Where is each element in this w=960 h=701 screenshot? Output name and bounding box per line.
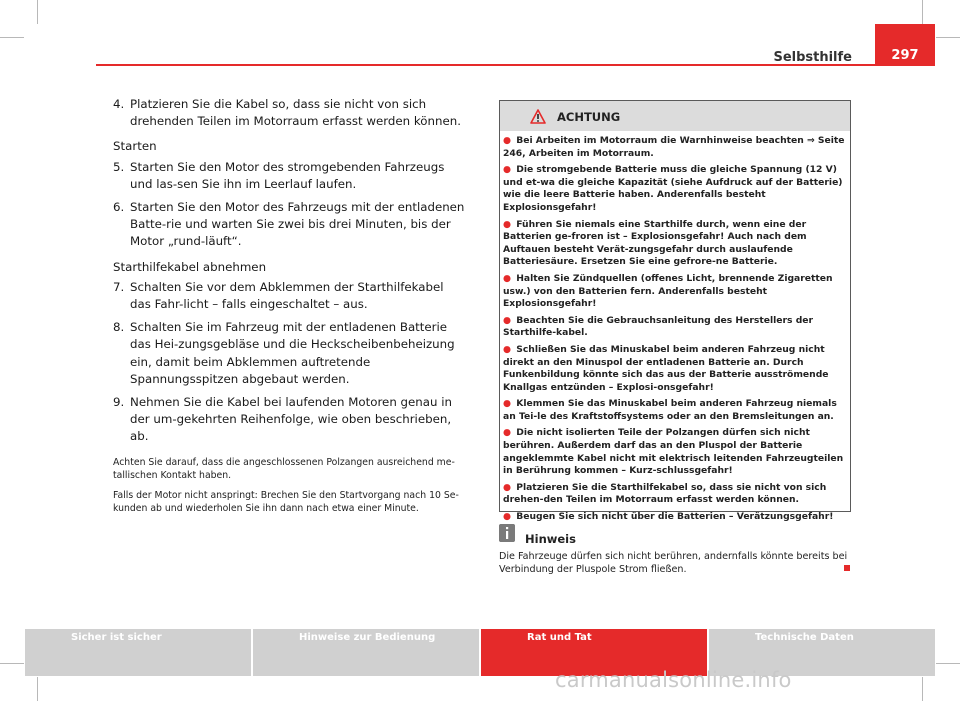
step-item [113,319,465,388]
note-restart: Falls der Motor nicht anspringt: Brechen Sie den Startvorgang nach 10 Se-kunden ab und wiederholen Sie ihn dann nach etwa einer Minute. [113,489,459,514]
warning-list [500,131,850,524]
step-text: Nehmen Sie die Kabel bei laufenden Motoren genau in der um-gekehrten Reihenfolge, wie oben beschrieben, ab. [130,395,452,444]
hint-title: Hinweis [525,532,576,546]
warning-item [503,135,846,160]
warning-title: ACHTUNG [557,110,621,124]
warning-item-text: Beachten Sie die Gebrauchsanleitung des Herstellers der Starthilfe-kabel. [503,314,814,339]
bullet-icon: ● [503,427,512,439]
step-number: 7. [113,279,125,294]
warning-item [503,273,846,311]
warning-item-text: Platzieren Sie die Starthilfekabel so, dass sie nicht von sich drehen-den Teilen im Motorraum erfasst werden können. [503,481,827,506]
step-number: 9. [113,395,125,410]
step-item [113,96,465,130]
warning-item-text: Bei Arbeiten im Motorraum die Warnhinweise beachten ⇒ Seite 246, Arbeiten im Motorraum. [503,135,845,159]
step-item [113,199,465,251]
bullet-icon: ● [503,272,512,284]
subheading-kabel-abnehmen: Starthilfekabel abnehmen [113,259,267,274]
end-marker [844,565,850,571]
warning-box [499,100,851,523]
note-contact: Achten Sie darauf, dass die angeschlossenen Polzangen ausreichend me-tallischen Kontakt haben. [113,456,455,481]
step-number: 8. [113,320,125,335]
crop-mark [922,677,923,701]
step-text: Starten Sie den Motor des stromgebenden Fahrzeugs und las-sen Sie ihn im Leerlauf laufen. [130,159,445,191]
watermark: carmanualsonline.info [555,668,792,692]
warning-item [503,164,846,214]
warning-item [503,511,846,524]
step-text: Schalten Sie vor dem Abklemmen der Starthilfekabel das Fahr-licht – falls eingeschaltet – aus. [130,279,444,312]
step-text: Platzieren Sie die Kabel so, dass sie nicht von sich drehenden Teilen im Motorraum erfasst werden können. [130,97,461,129]
chapter-tab[interactable]: Rat und Tat [481,629,707,676]
bullet-icon: ● [503,398,512,410]
subheading-starten: Starten [113,139,157,154]
chapter-nav [25,629,935,676]
bullet-icon: ● [503,343,512,355]
warning-item-text: Beugen Sie sich nicht über die Batterien – Verätzungsgefahr! [513,511,834,523]
warning-item [503,315,846,340]
chapter-tab[interactable]: Technische Daten [709,629,935,676]
step-list [113,159,465,251]
crop-mark [0,663,24,664]
step-item [113,159,465,193]
step-number: 6. [113,200,125,215]
warning-item [503,219,846,269]
step-text: Schalten Sie im Fahrzeug mit der entladenen Batterie das Hei-zungsgebläse und die Heckscheibenbeheizung ein, damit beim Abklemmen auftretende Spannungsspitzen abgebaut werden. [130,320,455,386]
crop-mark [37,677,38,701]
step-list [113,279,465,446]
step-item [113,279,465,313]
warning-item-text: Die nicht isolierten Teile der Polzangen dürfen sich nicht berühren. Außerdem darf das an den Pluspol der Batterie angeklemmte Kabel nicht mit elektrisch leitenden Fahrzeugteilen in Berührung kommen – Kurz-schlussgefahr! [503,427,844,477]
info-icon [499,524,515,542]
crop-mark [37,0,38,24]
step-text: Starten Sie den Motor des Fahrzeugs mit der entladenen Batte-rie und warten Sie zwei bis drei Minuten, bis der Motor „rund-läuft“. [130,200,465,249]
step-number: 4. [113,97,125,111]
warning-item-text: Klemmen Sie das Minuskabel beim anderen Fahrzeug niemals an Tei-le des Kraftstoffsystems oder an den Bremsleitungen an. [503,398,837,422]
warning-item-text: Die stromgebende Batterie muss die gleiche Spannung (12 V) und et-wa die gleiche Kapazität (siehe Aufdruck auf der Batterie) wie die leere Batterie haben. Anderenfalls besteht Explosionsgefahr! [503,164,843,213]
warning-triangle-icon [530,109,546,124]
page-number-tab [875,24,935,66]
step-item [113,394,465,446]
step-number: 5. [113,159,125,174]
warning-item [503,344,846,394]
hint-text: Die Fahrzeuge dürfen sich nicht berühren, andernfalls könnte bereits bei Verbindung der Pluspole Strom fließen. [499,551,848,575]
bullet-icon: ● [503,135,512,146]
section-title: Selbsthilfe [773,50,852,65]
crop-mark [922,0,923,24]
warning-item-text: Schließen Sie das Minuskabel beim anderen Fahrzeug nicht direkt an den Minuspol der entladenen Batterie an. Durch Funkenbildung könnte sich das aus der Batterie ausströmende Knallgas entzünden – Explosi-onsgefahr! [503,343,829,393]
bullet-icon: ● [503,164,512,176]
warning-item-text: Halten Sie Zündquellen (offenes Licht, brennende Zigaretten usw.) von den Batterien fern. Anderenfalls besteht Explosionsgefahr! [503,272,833,310]
crop-mark [0,37,24,38]
warning-header [500,101,850,131]
page-number: 297 [891,48,919,63]
warning-item [503,482,846,507]
bullet-icon: ● [503,511,512,523]
bullet-icon: ● [503,314,512,326]
warning-item-text: Führen Sie niemals eine Starthilfe durch, wenn eine der Batterien ge-froren ist – Explosionsgefahr! Auch nach dem Auftauen besteht Verät-zungsgefahr durch auslaufende Batteriesäure. Ersetzen Sie eine gefrore-ne Batterie. [503,218,807,268]
crop-mark [936,37,960,38]
step-list [113,96,465,130]
warning-item [503,427,846,477]
bullet-icon: ● [503,218,512,230]
bullet-icon: ● [503,481,512,493]
instructions-column [113,96,465,515]
warning-item [503,398,846,423]
chapter-tab[interactable]: Sicher ist sicher [25,629,251,676]
chapter-tab[interactable]: Hinweise zur Bedienung [253,629,479,676]
crop-mark [936,663,960,664]
